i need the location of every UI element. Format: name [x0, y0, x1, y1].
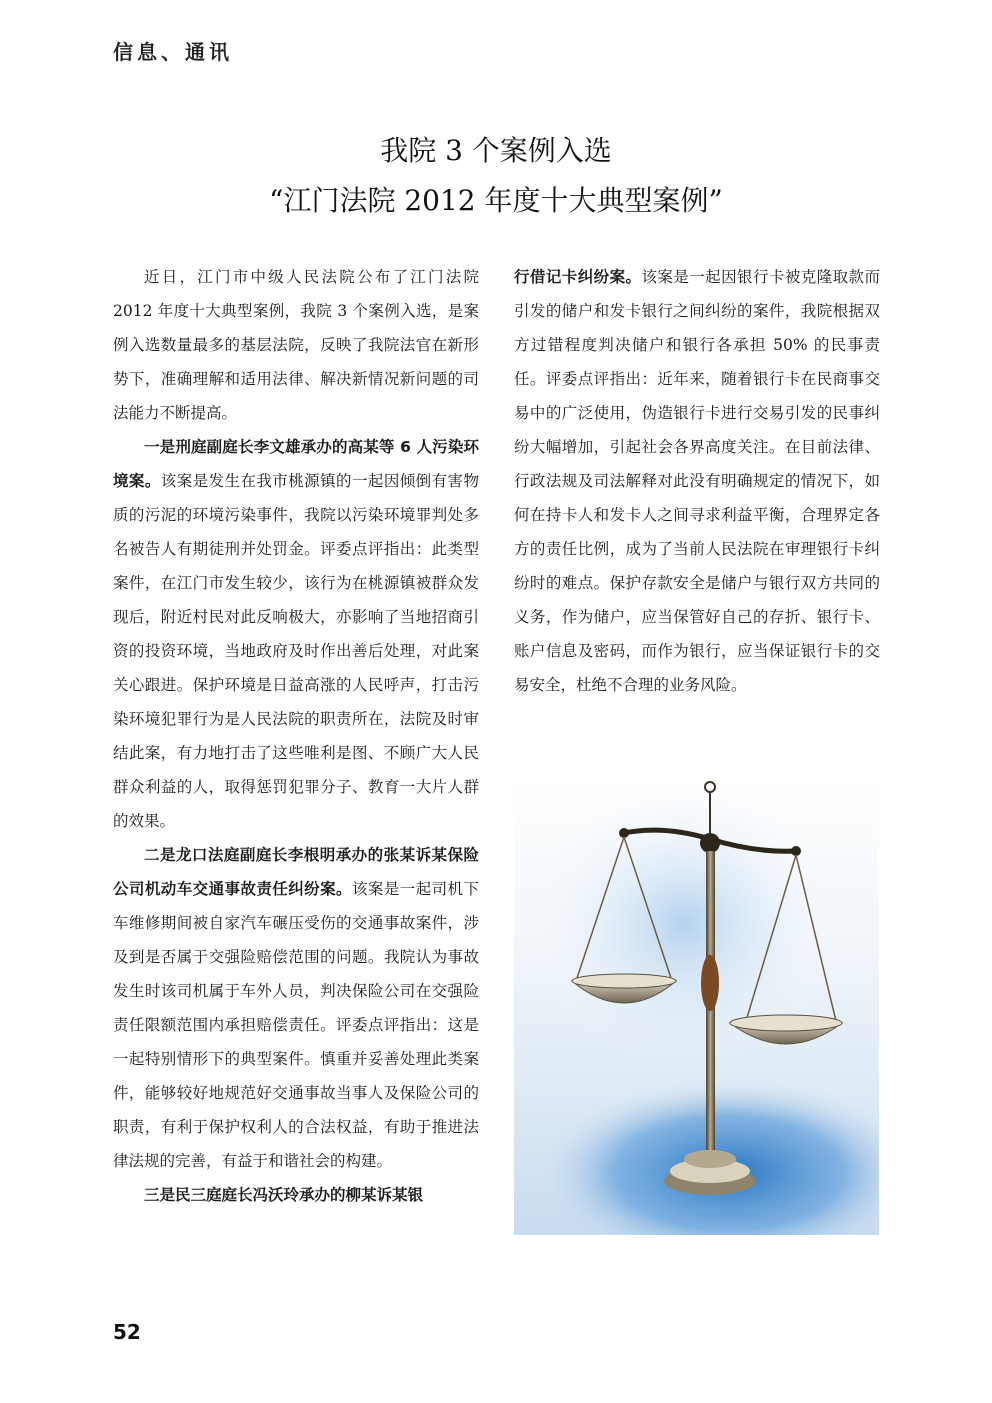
case3-lead-part1: 三是民三庭庭长冯沃玲承办的柳某诉某银: [144, 1186, 424, 1204]
right-column: [514, 260, 880, 702]
intro-paragraph: 近日，江门市中级人民法院公布了江门法院 2012 年度十大典型案例，我院 3 个案例入选，是案例入选数量最多的基层法院，反映了我院法官在新形势下，准确理解和适用法律、解决新情况新问题的司法能力不断提高。: [113, 268, 479, 422]
case1-text: 该案是发生在我市桃源镇的一起因倾倒有害物质的污泥的环境污染事件，我院以污染环境罪判处多名被告人有期徒刑并处罚金。评委点评指出：此类型案件，在江门市发生较少，该行为在桃源镇被群众发现后，附近村民对此反响极大，亦影响了当地招商引资的投资环境，当地政府及时作出善后处理，对此案关心跟进。保护环境是日益高涨的人民呼声，打击污染环境犯罪行为是人民法院的职责所在，法院及时审结此案，有力地打击了这些唯利是图、不顾广大人民群众利益的人，取得惩罚犯罪分子、教育一大片人群的效果。: [113, 472, 479, 830]
article-title: [0, 126, 992, 226]
balance-scale-icon: [514, 773, 879, 1235]
case1-paragraph: [113, 430, 479, 838]
section-label: 信息、通讯: [113, 40, 233, 64]
case2-text: 该案是一起司机下车维修期间被自家汽车碾压受伤的交通事故案件，涉及到是否属于交强险赔偿范围的问题。我院认为事故发生时该司机属于车外人员，判决保险公司在交强险责任限额范围内承担赔偿责任。评委点评指出：这是一起特别情形下的典型案件。慎重并妥善处理此类案件，能够较好地规范好交通事故当事人及保险公司的职责，有利于保护权利人的合法权益，有助于推进法律法规的完善，有益于和谐社会的构建。: [113, 880, 479, 1170]
title-line-2: “江门法院 2012 年度十大典型案例”: [269, 184, 723, 217]
left-column: [113, 260, 479, 1212]
case2-paragraph: [113, 838, 479, 1178]
case3-paragraph-continued: [514, 260, 880, 702]
case3-lead-part2: 行借记卡纠纷案。: [514, 268, 642, 286]
case3-text: 该案是一起因银行卡被克隆取款而引发的储户和发卡银行之间纠纷的案件，我院根据双方过错程度判决储户和银行各承担 50% 的民事责任。评委点评指出：近年来，随着银行卡在民商事交易中的广泛使用，伪造银行卡进行交易引发的民事纠纷大幅增加，引起社会各界高度关注。在目前法律、行政法规及司法解释对此没有明确规定的情况下，如何在持卡人和发卡人之间寻求利益平衡，合理界定各方的责任比例，成为了当前人民法院在审理银行卡纠纷时的难点。保护存款安全是储户与银行双方共同的义务，作为储户，应当保管好自己的存折、银行卡、账户信息及密码，而作为银行，应当保证银行卡的交易安全，杜绝不合理的业务风险。: [514, 268, 880, 694]
scales-of-justice-photo: [514, 773, 879, 1235]
case1-lead: 一是刑庭副庭长李文雄承办的高某等 6 人污染环境案。: [113, 438, 479, 490]
case2-lead: 二是龙口法庭副庭长李根明承办的张某诉某保险公司机动车交通事故责任纠纷案。: [113, 846, 479, 898]
page-number: 52: [113, 1320, 141, 1344]
title-line-1: 我院 3 个案例入选: [380, 134, 612, 167]
case3-paragraph-start: [113, 1178, 479, 1212]
